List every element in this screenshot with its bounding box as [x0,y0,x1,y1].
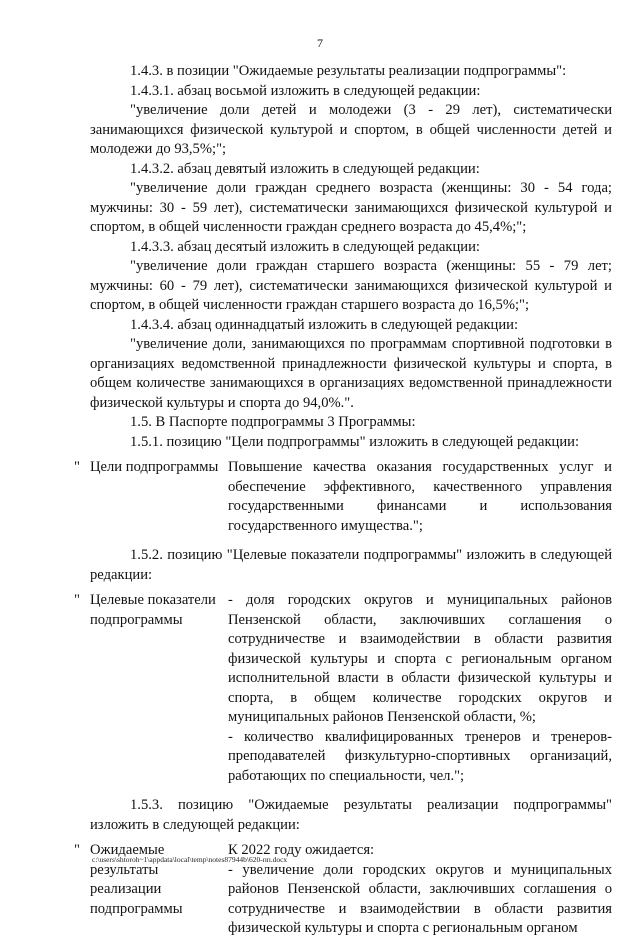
result-item: - увеличение доли городских округов и муниципальных районов Пензенской области, заключивших соглашения о сотрудничестве и взаимодействии в области развития физической культуры и спорта с региональным органом [228,861,612,936]
paragraph: "увеличение доли, занимающихся по программам спортивной подготовки в организациях ведомственной принадлежности физической культуры и спорта, в общем количестве занимающихся в организациях ведомственной принадлежности физической культуры и спорта до 94,0%.". [90,336,612,411]
page-number: 7 [317,36,323,50]
indicators-text [228,591,612,786]
indicator-item: - доля городских округов и муниципальных районов Пензенской области, заключивших соглашения о сотрудничестве и взаимодействии в области развития физической культуры и спорта с региональным органом исполнительной власти в области физической культуры и спорта, в общем количестве городских округов и муниципальных районов Пензенской области, %; [228,592,612,725]
paragraph: 1.4.3. в позиции "Ожидаемые результаты реализации подпрограммы": [130,63,567,79]
paragraph: 1.5. В Паспорте подпрограммы 3 Программы: [130,414,416,430]
document-body [74,62,612,939]
goals-label: Цели подпрограммы [90,459,219,475]
paragraph: "увеличение доли детей и молодежи (3 - 29 лет), систематически занимающихся физической культурой и спортом, в общей численности детей и молодежи до 93,5%;"; [90,102,612,157]
file-path-footer: c:\users\shtoroh~1\appdata\local\temp\notes87944b\620-пп.docx [92,855,288,864]
paragraph: 1.4.3.1. абзац восьмой изложить в следующей редакции: [130,82,481,99]
paragraph: 1.5.3. позицию "Ожидаемые результаты реализации подпрограммы" изложить в следующей редакции: [90,797,612,833]
goals-block [74,458,612,536]
quote-mark: " [74,842,80,858]
quote-mark: " [74,459,80,475]
indicators-block [74,591,612,786]
paragraph: 1.4.3.2. абзац девятый изложить в следующей редакции: [130,160,480,177]
paragraph: 1.4.3.4. абзац одиннадцатый изложить в следующей редакции: [130,316,519,333]
indicator-item: - количество квалифицированных тренеров и тренеров-преподавателей физкультурно-спортивных организаций, работающих по специальности, чел."; [228,728,612,784]
paragraph: 1.5.1. позицию "Цели подпрограммы" изложить в следующей редакции: [130,433,580,450]
paragraph: "увеличение доли граждан старшего возраста (женщины: 55 - 79 лет; мужчины: 60 - 79 лет), систематически занимающихся физической культурой и спортом, в общей численности граждан старшего возраста до 16,5%;"; [90,258,612,313]
goals-text: Повышение качества оказания государственных услуг и обеспечение эффективного, качественного управления государственными финансами и использования государственного имущества."; [228,459,612,534]
result-item: К 2022 году ожидается: [228,842,375,858]
results-label: Ожидаемые результаты реализации подпрограммы [90,842,183,917]
paragraph: "увеличение доли граждан среднего возраста (женщины: 30 - 54 года; мужчины: 30 - 59 лет), систематически занимающихся физической культурой и спортом, в общей численности граждан среднего возраста до 45,4%;"; [90,180,612,235]
indicators-label: Целевые показатели подпрограммы [90,592,216,628]
quote-mark: " [74,592,80,608]
paragraph: 1.5.2. позицию "Целевые показатели подпрограммы" изложить в следующей редакции: [90,547,612,583]
paragraph: 1.4.3.3. абзац десятый изложить в следующей редакции: [130,238,480,255]
